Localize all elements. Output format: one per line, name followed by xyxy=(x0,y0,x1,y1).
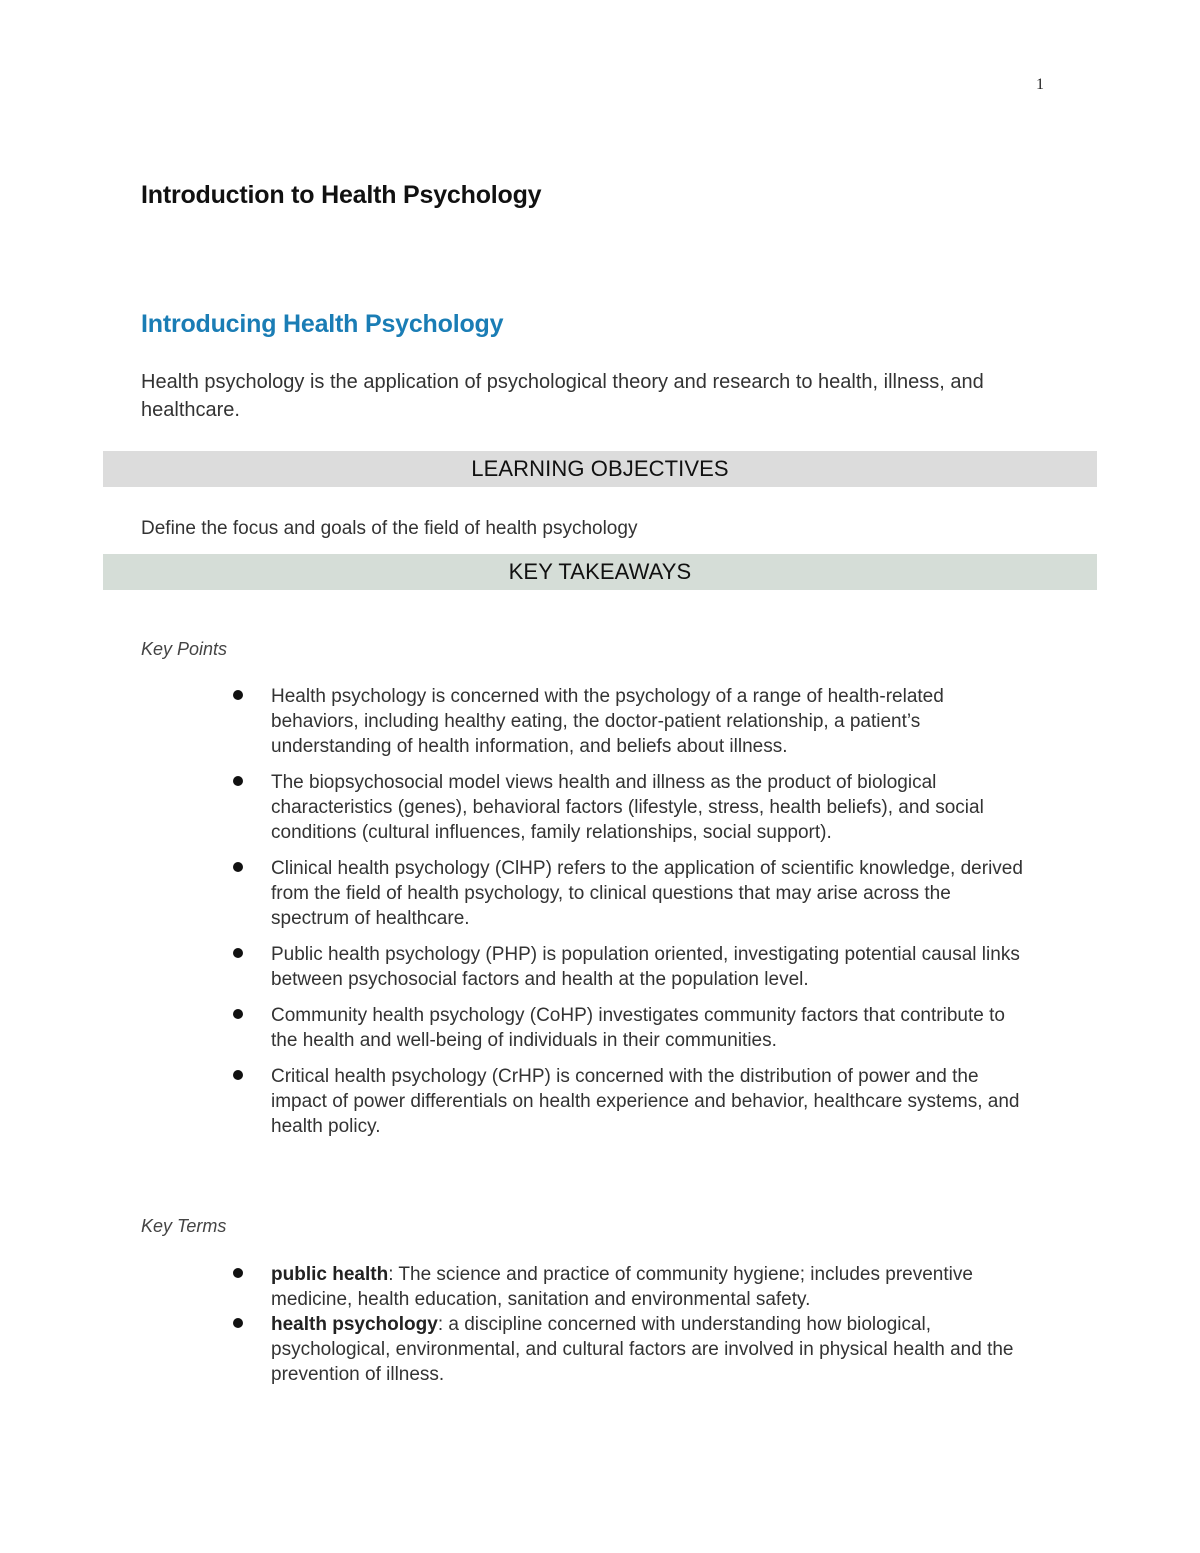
key-point-text: Clinical health psychology (ClHP) refers to the application of scientific knowledge, derived from the field of health psychology, to clinical questions that may arise across the spectrum of healthcare. xyxy=(271,858,1023,929)
page-number: 1 xyxy=(1036,76,1044,93)
learning-objectives-banner: LEARNING OBJECTIVES xyxy=(103,451,1097,487)
bullet-icon xyxy=(233,948,243,958)
intro-paragraph: Health psychology is the application of psychological theory and research to health, illness, and healthcare. xyxy=(141,371,984,421)
key-term: public health xyxy=(271,1264,389,1285)
list-item xyxy=(231,684,1031,759)
key-term-definition: : a discipline concerned with understanding how biological, psychological, environmental, and cultural factors are involved in physical health and the prevention of illness. xyxy=(271,1314,1014,1385)
list-item xyxy=(231,1003,1031,1053)
bullet-icon xyxy=(233,776,243,786)
bullet-icon xyxy=(233,690,243,700)
key-point-text: Public health psychology (PHP) is population oriented, investigating potential causal links between psychosocial factors and health at the population level. xyxy=(271,944,1020,990)
learning-objective-text: Define the focus and goals of the field of health psychology xyxy=(141,518,638,539)
key-point-text: Critical health psychology (CrHP) is concerned with the distribution of power and the impact of power differentials on health experience and behavior, healthcare systems, and health policy. xyxy=(271,1066,1020,1137)
section-heading: Introducing Health Psychology xyxy=(141,310,504,338)
bullet-icon xyxy=(233,1318,243,1328)
key-point-text: Community health psychology (CoHP) investigates community factors that contribute to the health and well-being of individuals in their communities. xyxy=(271,1005,1005,1051)
key-points-label: Key Points xyxy=(141,639,228,659)
key-point-text: Health psychology is concerned with the psychology of a range of health-related behaviors, including healthy eating, the doctor-patient relationship, a patient’s understanding of health information, and beliefs about illness. xyxy=(271,686,944,757)
key-points-list xyxy=(231,684,1031,1150)
document-title: Introduction to Health Psychology xyxy=(141,181,542,209)
bullet-icon xyxy=(233,1009,243,1019)
list-item xyxy=(231,942,1031,992)
bullet-icon xyxy=(233,1268,243,1278)
key-terms-list xyxy=(231,1262,1031,1387)
bullet-icon xyxy=(233,1070,243,1080)
list-item xyxy=(231,1064,1031,1139)
bullet-icon xyxy=(233,862,243,872)
key-takeaways-banner: KEY TAKEAWAYS xyxy=(103,554,1097,590)
key-point-text: The biopsychosocial model views health and illness as the product of biological characteristics (genes), behavioral factors (lifestyle, stress, health beliefs), and social conditions (cultural influences, family relationships, social support). xyxy=(271,772,984,843)
list-item xyxy=(231,1262,1031,1312)
list-item xyxy=(231,770,1031,845)
key-terms-label: Key Terms xyxy=(141,1216,227,1236)
key-term: health psychology xyxy=(271,1314,438,1335)
list-item xyxy=(231,856,1031,931)
key-term-definition: : The science and practice of community hygiene; includes preventive medicine, health education, sanitation and environmental safety. xyxy=(271,1264,973,1310)
list-item xyxy=(231,1312,1031,1387)
